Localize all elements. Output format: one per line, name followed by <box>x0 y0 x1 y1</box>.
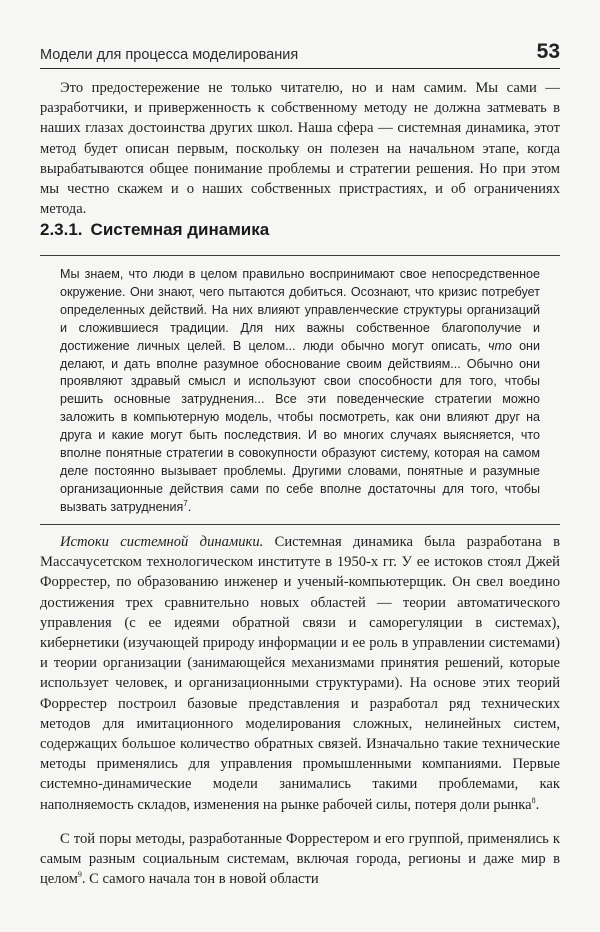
page-header <box>40 40 560 69</box>
page-number: 53 <box>536 40 560 63</box>
quote-block <box>40 255 560 525</box>
paragraph-applications-text: С той поры методы, разработанные Форрестером и его группой, применялись к самым разным социальным системам, включая города, регионы и даже мир в целом <box>40 831 560 888</box>
paragraph-applications <box>40 829 560 890</box>
paragraph-origins-text: Системная динамика была разработана в Массачусетском технологическом институте в 1950-х гг. У ее истоков стоял Джей Форрестер, по образованию инженер и ученый-компьютерщик. Он свел воедино достижения трех сравнительно новых областей — теории автоматического управления (с ее идеями обратной связи и саморегуляции в системах), кибернетики (изучающей природу информации и ее роль в управлении системами) и теории организации (занимающейся механизмами принятия решений, которые использует человек, и организационными структурами). На основе этих теорий Форрестер построил базовые представления и разработал ряд технических методов для имитационного моделирования сложных, нелинейных систем, содержащих большое количество обратных связей. Изначально такие технические методы применялись для управления промышленными компаниями. Первые системно-динамические модели занимались такими проблемами, как наполняемость складов, изменения на рынке рабочей силы, потеря доли рынка <box>40 534 560 813</box>
paragraph-intro: Это предостережение не только читателю, но и нам самим. Мы сами — разработчики, и приверженность к собственному методу не должна затмевать в наших глазах достоинства других школ. Наша сфера — системная динамика, этот метод будет описан первым, поскольку он полезен на начальном этапе, когда вырабатываются общее понимание проблемы и стратегии решения. Но при этом мы честно скажем и о наших собственных пристрастиях, и об ограничениях метода. <box>40 80 560 218</box>
footnote-ref-8[interactable]: 8 <box>531 795 536 805</box>
paragraph-origins <box>40 532 560 815</box>
section-number: 2.3.1. <box>40 220 83 239</box>
section-heading <box>40 220 269 240</box>
quote-text-part-1: Мы знаем, что люди в целом правильно воспринимают свое непосредственное окружение. Они знают, чего пытаются добиться. Осознают, что кризис потребует определенных действий. На них влияют управленческие структуры организаций и сложившиеся традиции. Для них важны собственное благополучие и достижение личных целей. В целом... люди обычно могут описать, <box>60 267 540 353</box>
quote-emphasis: что <box>488 338 512 353</box>
quote-text-part-2: они делают, и дать вполне разумное обоснование своим действиям... Обычно они проявляют здравый смысл и используют свои способности для того, чтобы решить основные затруднения... Все эти поведенческие стратегии можно заложить в компьютерную модель, чтобы посмотреть, как они влияют друг на друга и какие могут быть последствия. И во многих случаях выясняется, что вполне понятные стратегии в совокупности образуют систему, которая на самом деле постоянно вызывает проблемы. Другими словами, понятные и разумные организационные действия сами по себе вполне достаточны для того, чтобы вызвать затруднения <box>60 338 540 514</box>
quote-text <box>40 256 560 517</box>
section-title: Системная динамика <box>90 220 270 239</box>
quote-end: . <box>187 499 192 514</box>
paragraph-origins-end: . <box>535 796 540 813</box>
running-title: Модели для процесса моделирования <box>40 47 299 63</box>
footnote-ref-7[interactable]: 7 <box>183 498 188 508</box>
footnote-ref-9[interactable]: 9 <box>77 870 82 880</box>
paragraph-applications-end: . С самого начала тон в новой области <box>81 871 319 888</box>
paragraph-lead-in: Истоки системной динамики. <box>60 534 264 550</box>
